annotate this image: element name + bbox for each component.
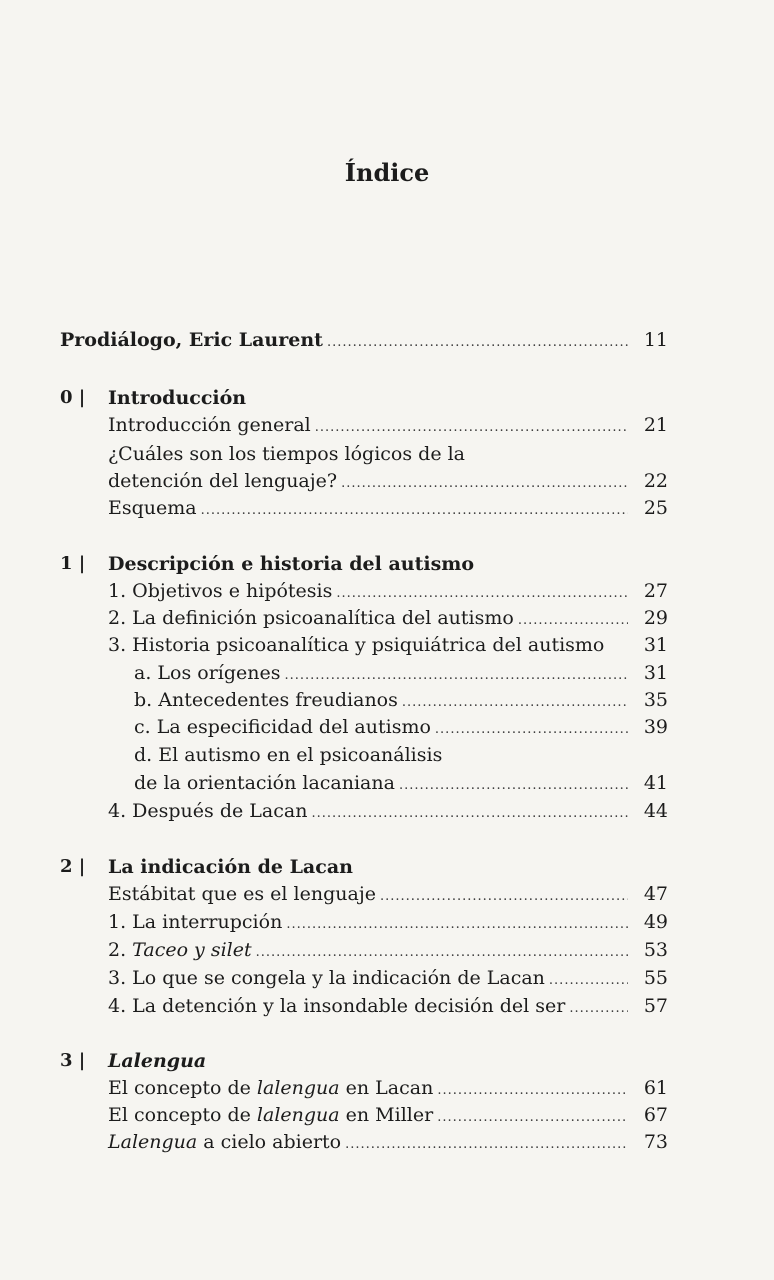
page-title: Índice: [344, 158, 430, 187]
entry-italic: Lalengua: [108, 1131, 198, 1153]
dot-leader: [201, 497, 628, 525]
entry-italic: lalengua: [256, 1104, 340, 1126]
page-number: 21: [643, 414, 668, 436]
page-number: 57: [643, 995, 668, 1017]
entry-text: 1. La interrupción: [108, 911, 283, 933]
toc-entry: [108, 411, 668, 442]
entry-italic: Taceo y silet: [132, 939, 252, 961]
page-number: 31: [643, 662, 668, 684]
entry-text: Introducción general: [108, 414, 311, 436]
chapter-heading-text: Lalengua: [108, 1050, 207, 1072]
toc-entry: [108, 631, 668, 659]
toc-entry: [108, 880, 668, 911]
page-number: 61: [643, 1077, 668, 1099]
dot-leader: [345, 1131, 628, 1159]
entry-text: c. La especificidad del autismo: [134, 716, 431, 738]
entry-post: en Miller: [339, 1104, 434, 1126]
dot-leader: [286, 911, 628, 939]
page-number: 35: [643, 689, 668, 711]
chapter-number: 3 |: [60, 1050, 86, 1071]
entry-text: 2. La definición psicoanalítica del autismo: [108, 607, 514, 629]
entry-text: [108, 1074, 433, 1102]
page-number: 44: [643, 800, 668, 822]
chapter-heading: [108, 1047, 206, 1075]
entry-italic: lalengua: [256, 1077, 340, 1099]
toc-entry: [108, 964, 668, 995]
entry-text: 3. Historia psicoanalítica y psiquiátrica del autismo: [108, 634, 605, 656]
chapter-heading: Descripción e historia del autismo: [108, 553, 475, 575]
page-number: 49: [643, 911, 668, 933]
toc-subentry: [134, 713, 668, 744]
entry-text: 4. La detención y la insondable decisión del ser: [108, 995, 566, 1017]
page-number: 55: [643, 967, 668, 989]
page-number: 22: [643, 470, 668, 492]
chapter-number: 2 |: [60, 856, 86, 877]
entry-text: 4. Después de Lacan: [108, 800, 308, 822]
toc-entry: [108, 494, 668, 525]
page-number: 11: [643, 329, 668, 351]
entry-post: a cielo abierto: [197, 1131, 342, 1153]
page-number: 39: [643, 716, 668, 738]
dot-leader: [399, 772, 628, 800]
entry-text-line: ¿Cuáles son los tiempos lógicos de la: [108, 443, 466, 465]
page-number: 53: [643, 939, 668, 961]
entry-text: 1. Objetivos e hipótesis: [108, 580, 333, 602]
entry-text: Esquema: [108, 497, 197, 519]
toc-entry: [108, 992, 668, 1023]
page-number: 29: [643, 607, 668, 629]
entry-prefix: 2.: [108, 939, 133, 961]
page-number: 73: [643, 1131, 668, 1153]
entry-text-line: d. El autismo en el psicoanálisis: [134, 744, 443, 766]
entry-text: detención del lenguaje?: [108, 470, 338, 492]
chapter-number: 0 |: [60, 387, 86, 408]
page-number: 31: [643, 634, 668, 656]
dot-leader: [327, 329, 628, 357]
page-number: 27: [643, 580, 668, 602]
entry-post: en Lacan: [339, 1077, 434, 1099]
chapter-heading: La indicación de Lacan: [108, 856, 353, 878]
dot-leader: [569, 995, 628, 1023]
dot-leader: [380, 883, 628, 911]
chapter-number: 1 |: [60, 553, 86, 574]
entry-text: a. Los orígenes: [134, 662, 281, 684]
chapter-heading: Introducción: [108, 387, 247, 409]
toc-entry: [108, 936, 668, 967]
toc-entry: [108, 1128, 668, 1159]
entry-text: [108, 1101, 433, 1129]
dot-leader: [315, 414, 628, 442]
toc-entry: [108, 797, 668, 828]
entry-pre: El concepto de: [108, 1104, 257, 1126]
dot-leader: [435, 716, 628, 744]
entry-text: de la orientación lacaniana: [134, 772, 395, 794]
entry-text: Prodiálogo, Eric Laurent: [60, 329, 323, 351]
entry-text: 3. Lo que se congela y la indicación de Lacan: [108, 967, 545, 989]
toc-entry: [108, 908, 668, 939]
entry-text: Estábitat que es el lenguaje: [108, 883, 376, 905]
dot-leader: [549, 967, 628, 995]
page-number: 47: [643, 883, 668, 905]
dot-leader: [311, 800, 628, 828]
page-number: 41: [643, 772, 668, 794]
entry-text: b. Antecedentes freudianos: [134, 689, 398, 711]
entry-text: [108, 936, 252, 964]
dot-leader: [256, 939, 628, 967]
page-number: 25: [643, 497, 668, 519]
toc-entry-prologue: [60, 326, 668, 357]
page-number: 67: [643, 1104, 668, 1126]
entry-text: [108, 1128, 341, 1156]
entry-pre: El concepto de: [108, 1077, 257, 1099]
toc-subentry: [134, 769, 668, 800]
